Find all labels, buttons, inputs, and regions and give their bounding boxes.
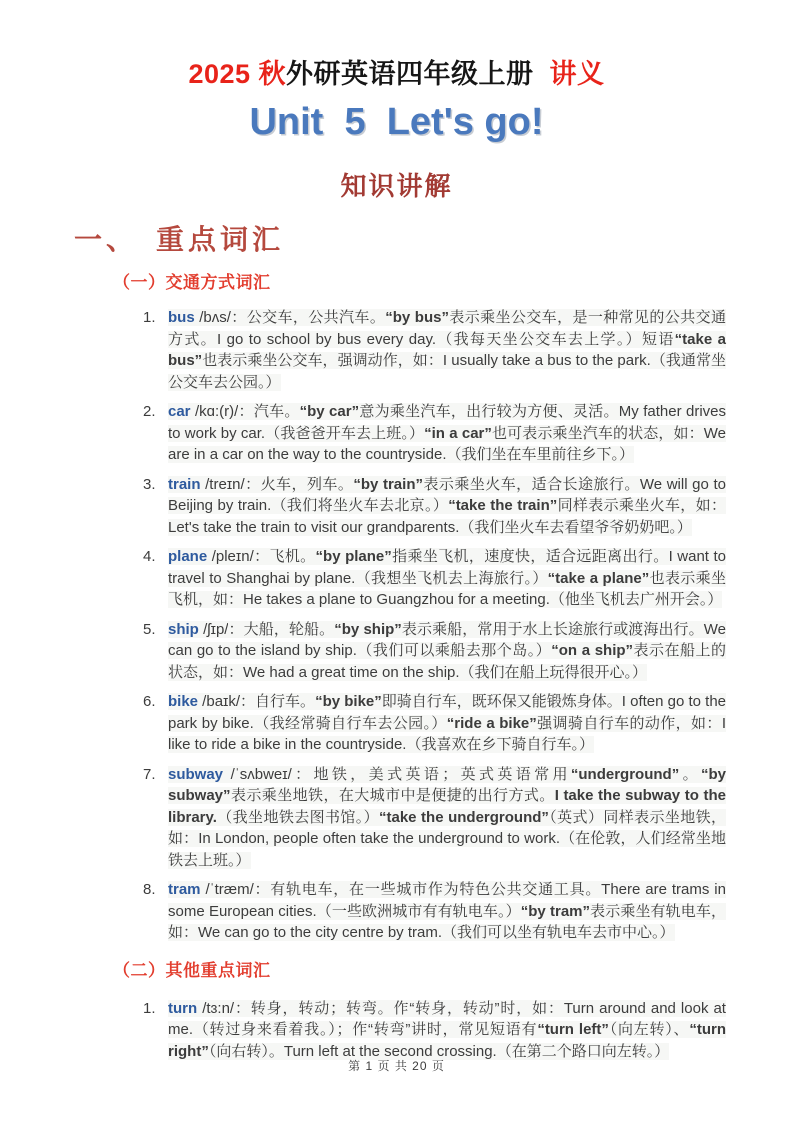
text-run: In London, people often take the underground to work. <box>198 830 560 847</box>
text-run: （在伦敦，人们经常坐地铁去上班。） <box>168 830 726 869</box>
text-run: （我们可以乘船去那个岛。） <box>356 642 552 659</box>
text-run: 表示乘坐火车，适合长途旅行。 <box>422 475 640 493</box>
item-number: 5. <box>143 620 156 638</box>
text-run: “转弯” <box>368 1021 411 1038</box>
text-run: “turn left” <box>537 1021 609 1038</box>
text-run: We can go to the island by ship. <box>168 620 726 659</box>
text-run: 强调骑自行车的动作，如： <box>536 714 722 732</box>
text-run: “in a car” <box>424 424 492 442</box>
vocab-word: bike <box>168 693 199 710</box>
text-run: “take the underground” <box>378 808 549 826</box>
text-run: 指乘坐飞机，速度快，适合远距离出行。 <box>391 548 669 565</box>
unit-title: Unit 5 Let's go! <box>249 101 544 143</box>
text-run: 也可表示乘坐汽车的状态，如： <box>491 424 704 442</box>
text-run: “by tram” <box>520 902 591 920</box>
text-run: （我们坐在车里前往乡下。） <box>446 446 635 463</box>
text-run: We can go to the city centre by tram. <box>198 924 443 941</box>
item-text <box>168 879 726 944</box>
knowledge-subtitle: 知识讲解 <box>340 172 453 201</box>
text-run: “take a bus” <box>168 330 726 369</box>
phonetic-transcription: /kɑ:(r)/ <box>190 403 239 420</box>
text-run: ：有轨电车，在一些城市作为特色公共交通工具。 <box>253 881 602 898</box>
text-run: 表示乘坐地铁，在大城市中是便捷的出行方式。 <box>230 787 555 804</box>
text-run: （我们在船上玩得很开心。） <box>459 663 648 681</box>
text-run: We will go to Beijing by train. <box>168 475 726 514</box>
item-text <box>168 546 726 611</box>
vocab-item <box>143 691 726 756</box>
item-text <box>168 998 726 1063</box>
text-run: （向左转）、 <box>608 1021 690 1038</box>
text-run: 表示乘坐公交车，是一种常见的公共交通方式。 <box>168 309 726 348</box>
vocab-word: car <box>168 403 191 420</box>
text-run: （我经常骑自行车去公园。） <box>253 714 447 732</box>
text-run: （转过身来看着我。）；作 <box>193 1021 369 1038</box>
transport-vocab-list <box>143 307 726 944</box>
item-text <box>168 401 726 466</box>
phonetic-transcription: /tɜ:n/ <box>197 999 235 1017</box>
text-run: 意为乘坐汽车，出行较为方便、灵活。 <box>359 403 619 420</box>
text-run: I take the subway to the library. <box>168 787 726 826</box>
text-run: There are trams in some European cities. <box>168 881 726 920</box>
phonetic-transcription: /bʌs/ <box>194 309 231 326</box>
subsection-heading-transport: （一）交通方式词汇 <box>113 273 271 292</box>
text-run: “by train” <box>353 475 423 493</box>
vocab-item <box>143 619 726 684</box>
text-run: （我坐地铁去图书馆。） <box>216 808 379 826</box>
text-run: ：飞机。 <box>253 548 316 565</box>
text-run: 同样表示乘坐火车，如： <box>557 497 726 514</box>
item-text <box>168 619 726 684</box>
vocab-word: subway <box>168 765 224 783</box>
text-run: ：公交车，公共汽车。 <box>230 309 386 326</box>
text-run: “by plane” <box>315 548 392 565</box>
text-run: 也表示乘坐公交车，强调动作，如： <box>202 352 443 369</box>
text-run: 讲时，常见短语有 <box>410 1021 538 1038</box>
text-run: “ride a bike” <box>446 714 537 732</box>
vocab-word: bus <box>168 309 195 326</box>
phonetic-transcription: /ˈsʌbweɪ/ <box>223 765 292 783</box>
text-run: （他坐飞机去广州开会。） <box>549 591 723 608</box>
phonetic-transcription: /baɪk/ <box>198 693 241 710</box>
text-run: 。 <box>679 765 701 783</box>
text-run: “on a ship” <box>551 642 634 659</box>
text-run: （英式）同样表示坐地铁，如： <box>168 808 726 847</box>
text-run: （我爸爸开车去上班。） <box>265 424 425 442</box>
text-run: ：大船，轮船。 <box>228 620 335 638</box>
phonetic-transcription: /ʃɪp/ <box>198 620 229 638</box>
section-heading-vocabulary: 一、 重点词汇 <box>74 225 285 256</box>
vocab-item <box>143 764 726 872</box>
vocab-word: train <box>168 475 201 493</box>
text-run: 表示乘坐有轨电车，如： <box>168 902 726 941</box>
vocab-item <box>143 307 726 393</box>
text-run: （我喜欢在乡下骑自行车。） <box>406 736 594 753</box>
subsection-heading-other: （二）其他重点词汇 <box>113 960 271 980</box>
item-text <box>168 307 726 393</box>
text-run: I often go to the park by bike. <box>168 693 727 732</box>
other-vocab-list <box>143 998 726 1063</box>
vocab-word: ship <box>168 620 199 638</box>
content-area <box>0 218 793 1070</box>
text-run: My father drives to work by car. <box>168 403 727 442</box>
text-run: “take a plane” <box>547 569 650 587</box>
text-run: I want to travel to Shanghai by plane. <box>168 548 726 587</box>
phonetic-transcription: /ˈtræm/ <box>200 881 254 898</box>
page-number: 第 1 页 共 20 页 <box>348 1059 445 1073</box>
text-run: “take the train” <box>448 497 558 514</box>
text-run: ：转身，转动；转弯。作 <box>234 999 410 1017</box>
text-run: 时，如： <box>499 999 564 1017</box>
text-run: （在第二个路口向左转。） <box>496 1042 670 1060</box>
text-run: 也表示乘坐飞机，如： <box>168 569 726 608</box>
text-run: “turn right” <box>168 1021 726 1060</box>
vocab-item <box>143 998 726 1063</box>
item-number: 2. <box>143 403 156 420</box>
item-number: 1. <box>143 309 156 326</box>
text-run: （我们坐火车去看望爷爷奶奶吧。） <box>459 518 692 536</box>
title-year-red: 2025 秋 <box>188 59 287 89</box>
text-run: （我们将坐火车去北京。） <box>271 497 449 514</box>
text-run: He takes a plane to Guangzhou for a meeting. <box>243 591 550 608</box>
text-run: （我们可以坐有轨电车去市中心。） <box>442 924 675 941</box>
text-run: 表示乘船，常用于水上长途旅行或渡海出行。 <box>401 620 704 638</box>
phonetic-transcription: /treɪn/ <box>200 475 245 493</box>
text-run: “by bus” <box>385 309 449 326</box>
text-run: I go to school by bus every day. <box>216 330 437 348</box>
text-run: “转身，转动” <box>409 999 500 1017</box>
title-black-part: 外研英语四年级上册 <box>286 59 534 89</box>
text-run: “by car” <box>299 403 360 420</box>
vocab-item <box>143 401 726 466</box>
text-run: Turn around and look at me. <box>168 999 726 1038</box>
vocab-item <box>143 546 726 611</box>
item-number: 4. <box>143 548 156 565</box>
text-run: （我想坐飞机去上海旅行。） <box>355 569 548 587</box>
item-text <box>168 764 726 872</box>
text-run: （一些欧洲城市有有轨电车。） <box>316 902 521 920</box>
text-run: Let's take the train to visit our grandparents. <box>168 518 460 536</box>
vocab-word: plane <box>168 548 208 565</box>
text-run: “by subway” <box>168 765 726 804</box>
phonetic-transcription: /pleɪn/ <box>207 548 254 565</box>
text-run: We had a great time on the ship. <box>243 663 460 681</box>
title-suffix-red: 讲义 <box>533 59 605 89</box>
text-run: I like to ride a bike in the countryside. <box>168 714 726 753</box>
item-number: 7. <box>143 765 156 783</box>
text-run: ：汽车。 <box>238 403 300 420</box>
text-run: “by bike” <box>315 693 382 710</box>
item-number: 1. <box>143 999 156 1017</box>
text-run: 即骑自行车，既环保又能锻炼身体。 <box>381 693 622 710</box>
text-run: （我通常坐公交车去公园。） <box>168 352 726 391</box>
text-run: （向右转）。 <box>208 1042 284 1060</box>
item-number: 6. <box>143 693 156 710</box>
text-run: “underground” <box>570 765 680 783</box>
text-run: Turn left at the second crossing. <box>283 1042 497 1060</box>
text-run: I usually take a bus to the park. <box>442 352 651 369</box>
text-run: ：自行车。 <box>240 693 316 710</box>
text-run: “by ship” <box>334 620 402 638</box>
vocab-item <box>143 474 726 539</box>
item-number: 8. <box>143 881 156 898</box>
vocab-word: turn <box>168 999 198 1017</box>
text-run: （我每天坐公交车去上学。）短语 <box>436 330 675 348</box>
vocab-item <box>143 879 726 944</box>
vocab-word: tram <box>168 881 201 898</box>
text-run: ：火车，列车。 <box>244 475 354 493</box>
item-text <box>168 474 726 539</box>
text-run: ：地铁，美式英语；英式英语常用 <box>291 765 571 783</box>
item-number: 3. <box>143 475 156 493</box>
text-run: We are in a car on the way to the countryside. <box>168 424 726 463</box>
item-text <box>168 691 726 756</box>
text-run: 表示在船上的状态，如： <box>168 642 726 681</box>
document-title <box>0 52 793 91</box>
